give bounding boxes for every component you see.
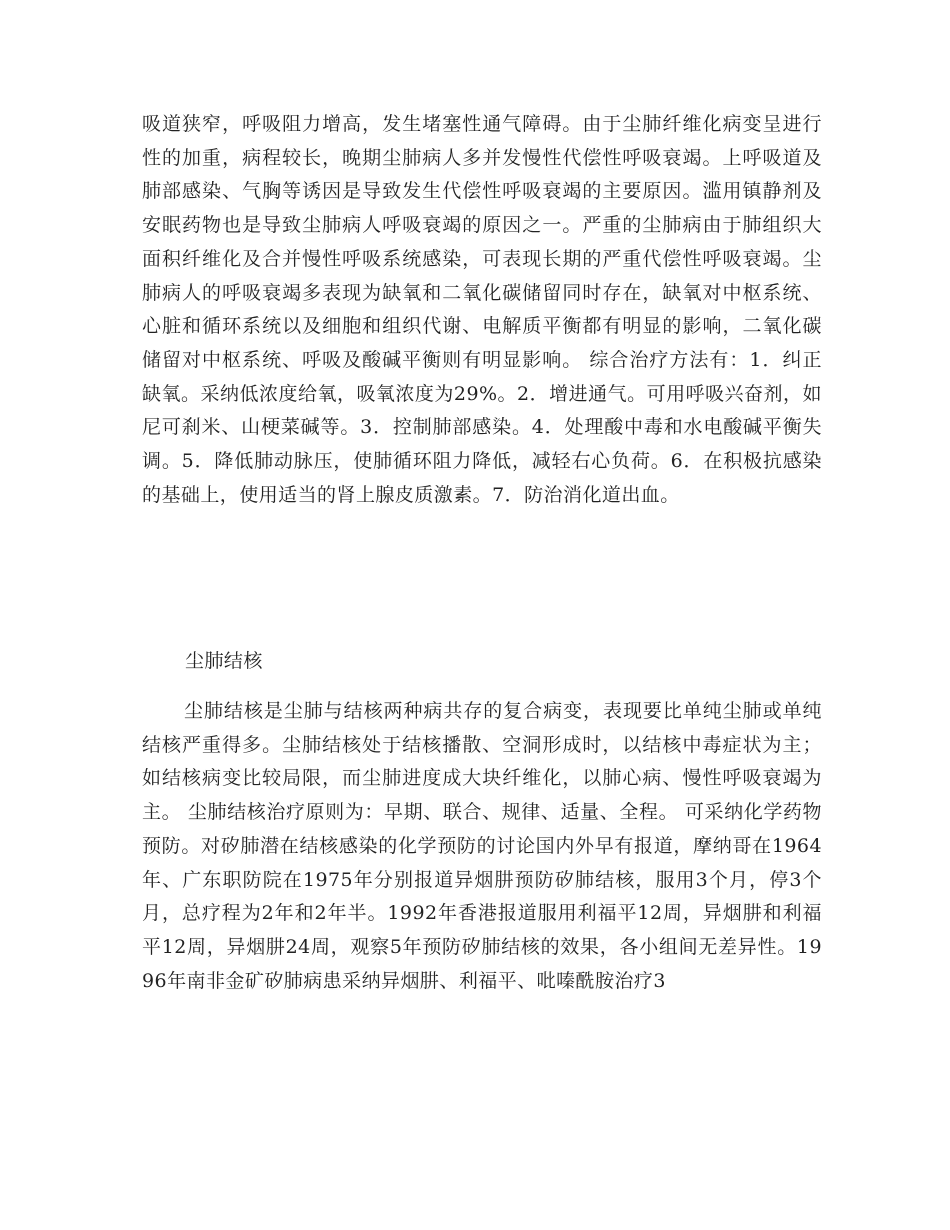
body-paragraph-pneumoconiosis-tuberculosis: 尘肺结核是尘肺与结核两种病共存的复合病变，表现要比单纯尘肺或单纯结核严重得多。尘肺结核处于结核播散、空洞形成时，以结核中毒症状为主；如结核病变比较局限，而尘肺进度成大块纤维化，以肺心病、慢性呼吸衰竭为主。 尘肺结核治疗原则为：早期、联合、规律、适量、全程。 可采纳化学药物预防。对矽肺潜在结核感染的化学预防的讨论国内外早有报道，摩纳哥在1964年、广东职防院在1975年分别报道异烟肼预防矽肺结核，服用3个月，停3个月，总疗程为2年和2年半。1992年香港报道服用利福平12周，异烟肼和利福平12周，异烟肼24周，观察5年预防矽肺结核的效果，各小组间无差异性。1996年南非金矿矽肺病患采纳异烟肼、利福平、吡嗪酰胺治疗3 [142,700,822,992]
section-heading-pneumoconiosis-tuberculosis: 尘肺结核 [185,650,263,672]
body-paragraph-respiratory-failure: 吸道狭窄，呼吸阻力增高，发生堵塞性通气障碍。由于尘肺纤维化病变呈进行性的加重，病程较长，晚期尘肺病人多并发慢性代偿性呼吸衰竭。上呼吸道及肺部感染、气胸等诱因是导致发生代偿性呼吸衰竭的主要原因。滥用镇静剂及安眠药物也是导致尘肺病人呼吸衰竭的原因之一。严重的尘肺病由于肺组织大面积纤维化及合并慢性呼吸系统感染，可表现长期的严重代偿性呼吸衰竭。尘肺病人的呼吸衰竭多表现为缺氧和二氧化碳储留同时存在，缺氧对中枢系统、心脏和循环系统以及细胞和组织代谢、电解质平衡都有明显的影响，二氧化碳储留对中枢系统、呼吸及酸碱平衡则有明显影响。 综合治疗方法有：1．纠正缺氧。采纳低浓度给氧，吸氧浓度为29%。2．增进通气。可用呼吸兴奋剂，如尼可刹米、山梗菜碱等。3．控制肺部感染。4．处理酸中毒和水电酸碱平衡失调。5．降低肺动脉压，使肺循环阻力降低，减轻右心负荷。6．在积极抗感染的基础上，使用适当的肾上腺皮质激素。7．防治消化道出血。 [142,113,822,506]
